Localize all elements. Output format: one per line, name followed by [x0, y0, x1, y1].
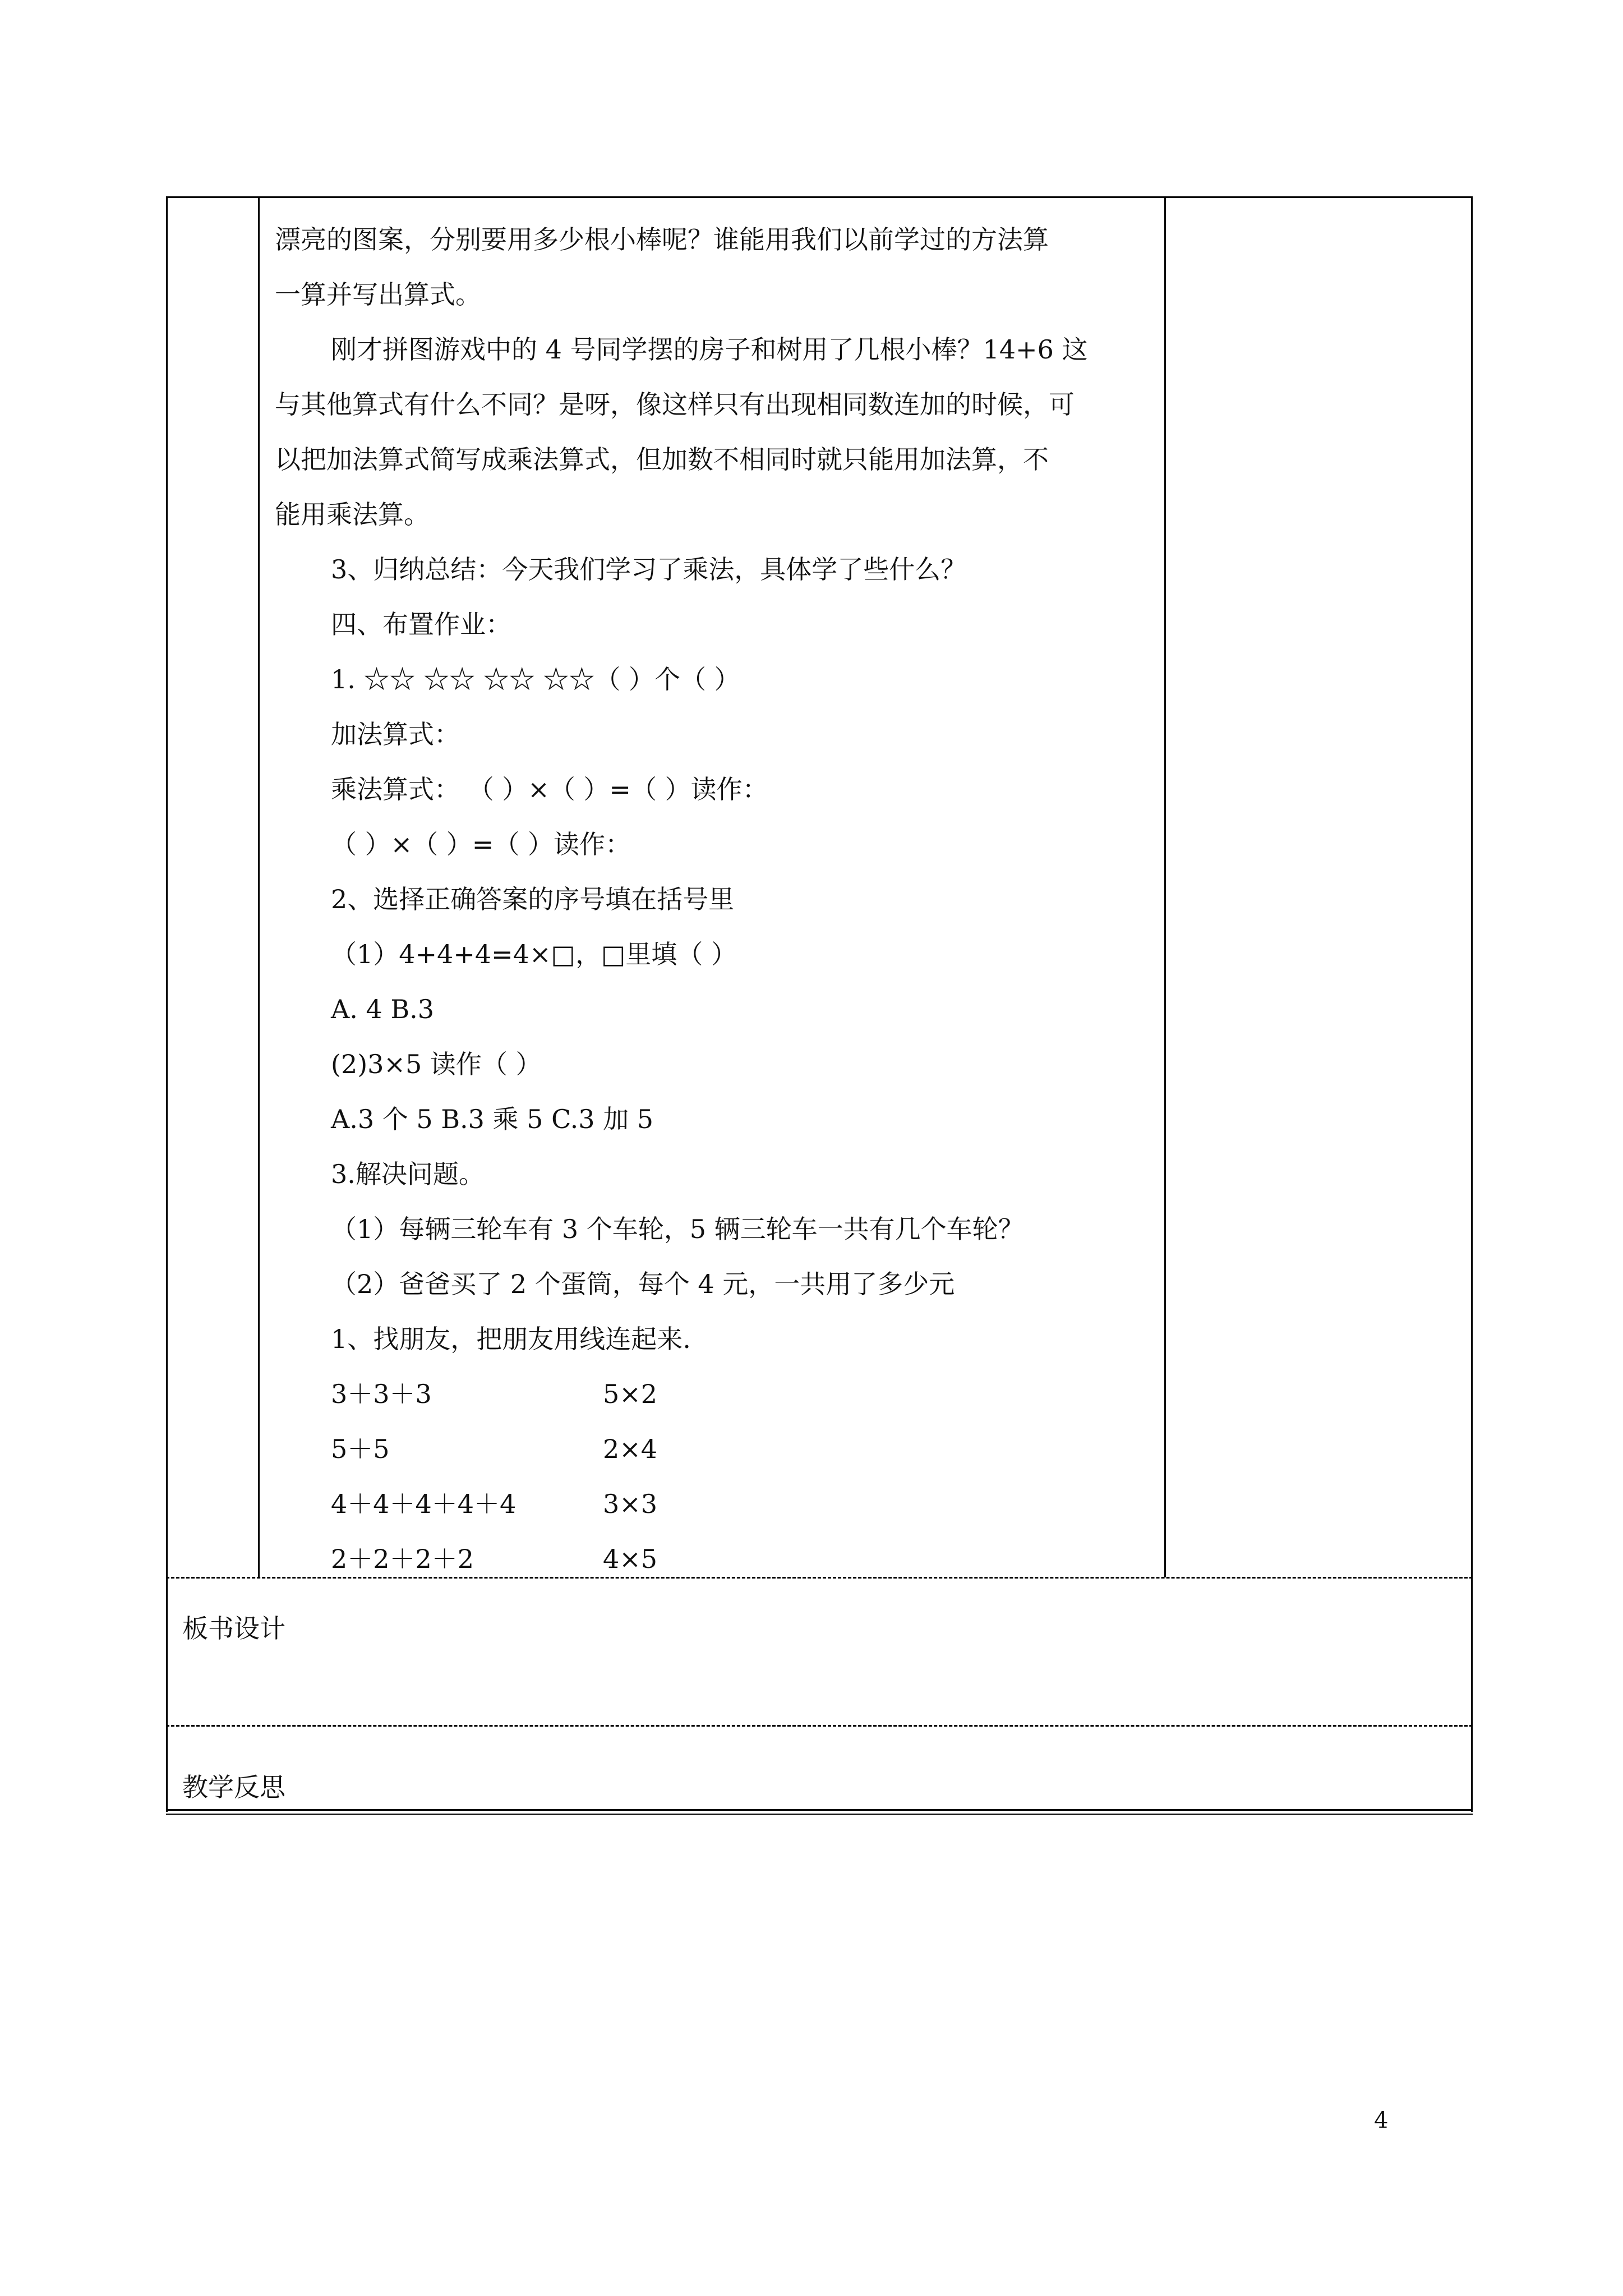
reflection-label: 教学反思 — [182, 1772, 285, 1802]
homework-item: 乘法算式： （ ）×（ ）=（ ）读作： — [331, 774, 768, 804]
table-left-border — [166, 196, 168, 1812]
match-pair — [331, 1476, 1150, 1531]
homework-item: （1）4+4+4=4×□，□里填（ ） — [331, 939, 737, 969]
pair-left: 5＋5 — [331, 1434, 390, 1464]
paragraph-line: 刚才拼图游戏中的 4 号同学摆的房子和树用了几根小棒？14+6 这 — [331, 334, 1088, 365]
pair-right: 4×5 — [603, 1544, 658, 1574]
pair-right: 3×3 — [603, 1489, 658, 1519]
homework-item: 加法算式： — [331, 719, 460, 749]
paragraph-line: 以把加法算式简写成乘法算式，但加数不相同时就只能用加法算，不 — [275, 444, 1049, 475]
pair-left: 4＋4＋4＋4＋4 — [331, 1489, 517, 1519]
paragraph-line: 与其他算式有什么不同？是呀，像这样只有出现相同数连加的时候，可 — [275, 389, 1075, 420]
page-number: 4 — [1374, 2108, 1389, 2133]
pair-right: 5×2 — [603, 1379, 658, 1409]
pair-left: 2＋2＋2＋2 — [331, 1544, 474, 1574]
table-top-border — [166, 196, 1473, 198]
homework-item: （2）爸爸买了 2 个蛋筒，每个 4 元，一共用了多少元 — [331, 1269, 955, 1299]
homework-item: 1. ☆☆ ☆☆ ☆☆ ☆☆（ ）个（ ） — [331, 664, 740, 694]
intro-line: 一算并写出算式。 — [275, 279, 481, 310]
match-pair — [331, 1421, 1150, 1476]
pair-right: 2×4 — [603, 1434, 658, 1464]
homework-item: (2)3×5 读作（ ） — [331, 1049, 542, 1079]
homework-title: 四、布置作业： — [331, 609, 511, 639]
column-divider-left — [258, 196, 260, 1577]
homework-item: （ ）×（ ）=（ ）读作： — [331, 829, 631, 859]
match-pair — [331, 1366, 1150, 1421]
table-bottom-border — [166, 1809, 1473, 1811]
paragraph-line: 能用乘法算。 — [275, 499, 430, 530]
pair-left: 3＋3＋3 — [331, 1379, 432, 1409]
table-right-border — [1471, 196, 1473, 1812]
homework-item: A. 4 B.3 — [331, 994, 435, 1024]
match-pair — [331, 1531, 1150, 1586]
column-divider-right — [1164, 196, 1166, 1577]
summary-line: 3、归纳总结：今天我们学习了乘法，具体学了些什么？ — [331, 554, 967, 585]
homework-item: A.3 个 5 B.3 乘 5 C.3 加 5 — [331, 1104, 654, 1134]
lesson-content — [275, 212, 1150, 1586]
homework-item: 1、找朋友，把朋友用线连起来. — [331, 1324, 691, 1354]
row-divider-board — [166, 1725, 1473, 1727]
table-bottom-border-double — [166, 1814, 1473, 1815]
homework-item: 2、选择正确答案的序号填在括号里 — [331, 884, 735, 914]
board-design-label: 板书设计 — [182, 1613, 285, 1644]
intro-line: 漂亮的图案，分别要用多少根小棒呢？谁能用我们以前学过的方法算 — [275, 224, 1049, 255]
homework-item: 3.解决问题。 — [331, 1159, 485, 1189]
homework-item: （1）每辆三轮车有 3 个车轮，5 辆三轮车一共有几个车轮？ — [331, 1214, 1024, 1244]
